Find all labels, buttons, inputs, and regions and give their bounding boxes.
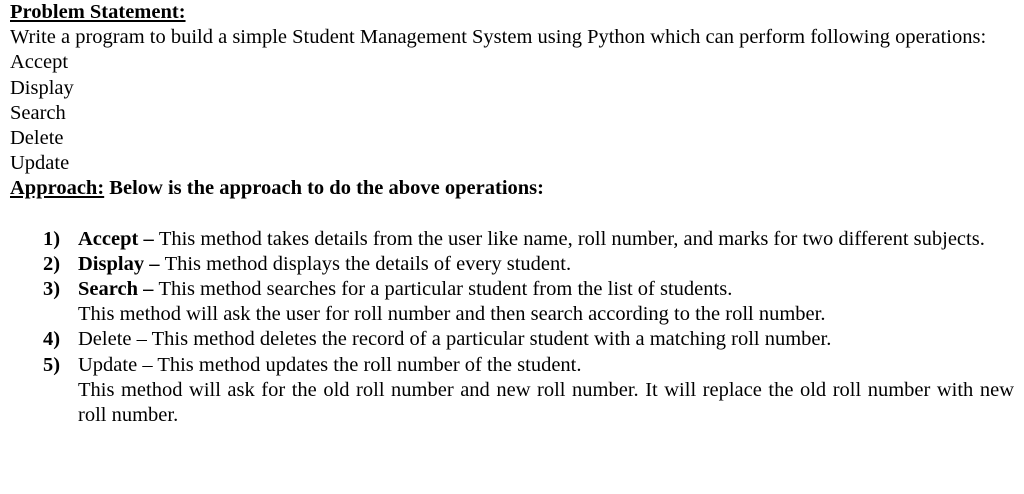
step-extra-text: This method will ask for the old roll number and new roll number. It will replace the old roll number with new roll number. xyxy=(78,378,1014,427)
step-delete xyxy=(10,327,1014,352)
step-search xyxy=(10,277,1014,327)
operation-item-delete: Delete xyxy=(10,127,64,150)
step-number: 1) xyxy=(43,227,61,250)
step-extra-text: This method will ask the user for roll number and then search according to the roll number. xyxy=(78,303,826,326)
step-update xyxy=(10,353,1014,429)
step-separator: – xyxy=(137,278,159,301)
step-number: 2) xyxy=(43,252,61,275)
step-text: This method deletes the record of a particular student with a matching roll number. xyxy=(151,328,832,351)
problem-description: Write a program to build a simple Student Management System using Python which can perform following operations: xyxy=(10,26,987,49)
operation-item-search: Search xyxy=(10,101,66,124)
approach-label: Approach: xyxy=(10,177,105,200)
step-number: 4) xyxy=(43,328,61,351)
step-separator: – xyxy=(131,328,152,351)
approach-steps-list xyxy=(10,227,1014,429)
step-separator: – xyxy=(144,252,165,275)
step-text: This method takes details from the user like name, roll number, and marks for two different subjects. xyxy=(158,227,985,250)
step-name: Update xyxy=(78,353,138,376)
operation-item-accept: Accept xyxy=(10,51,69,74)
step-separator: – xyxy=(138,227,159,250)
step-number: 3) xyxy=(43,278,61,301)
step-number: 5) xyxy=(43,353,61,376)
approach-heading-line xyxy=(10,176,1014,201)
step-text: This method displays the details of every student. xyxy=(164,252,572,275)
step-name: Display xyxy=(78,252,145,275)
step-text: This method searches for a particular student from the list of students. xyxy=(158,278,733,301)
step-separator: – xyxy=(137,353,158,376)
operation-item-display: Display xyxy=(10,76,74,99)
operation-item-update: Update xyxy=(10,152,70,175)
step-name: Accept xyxy=(78,227,139,250)
step-name: Delete xyxy=(78,328,132,351)
problem-statement-heading: Problem Statement: xyxy=(10,1,186,23)
step-display xyxy=(10,252,1014,277)
approach-intro: Below is the approach to do the above operations: xyxy=(104,177,544,200)
step-text: This method updates the roll number of the student. xyxy=(157,353,582,376)
step-name: Search xyxy=(78,278,138,301)
step-accept xyxy=(10,227,1014,252)
